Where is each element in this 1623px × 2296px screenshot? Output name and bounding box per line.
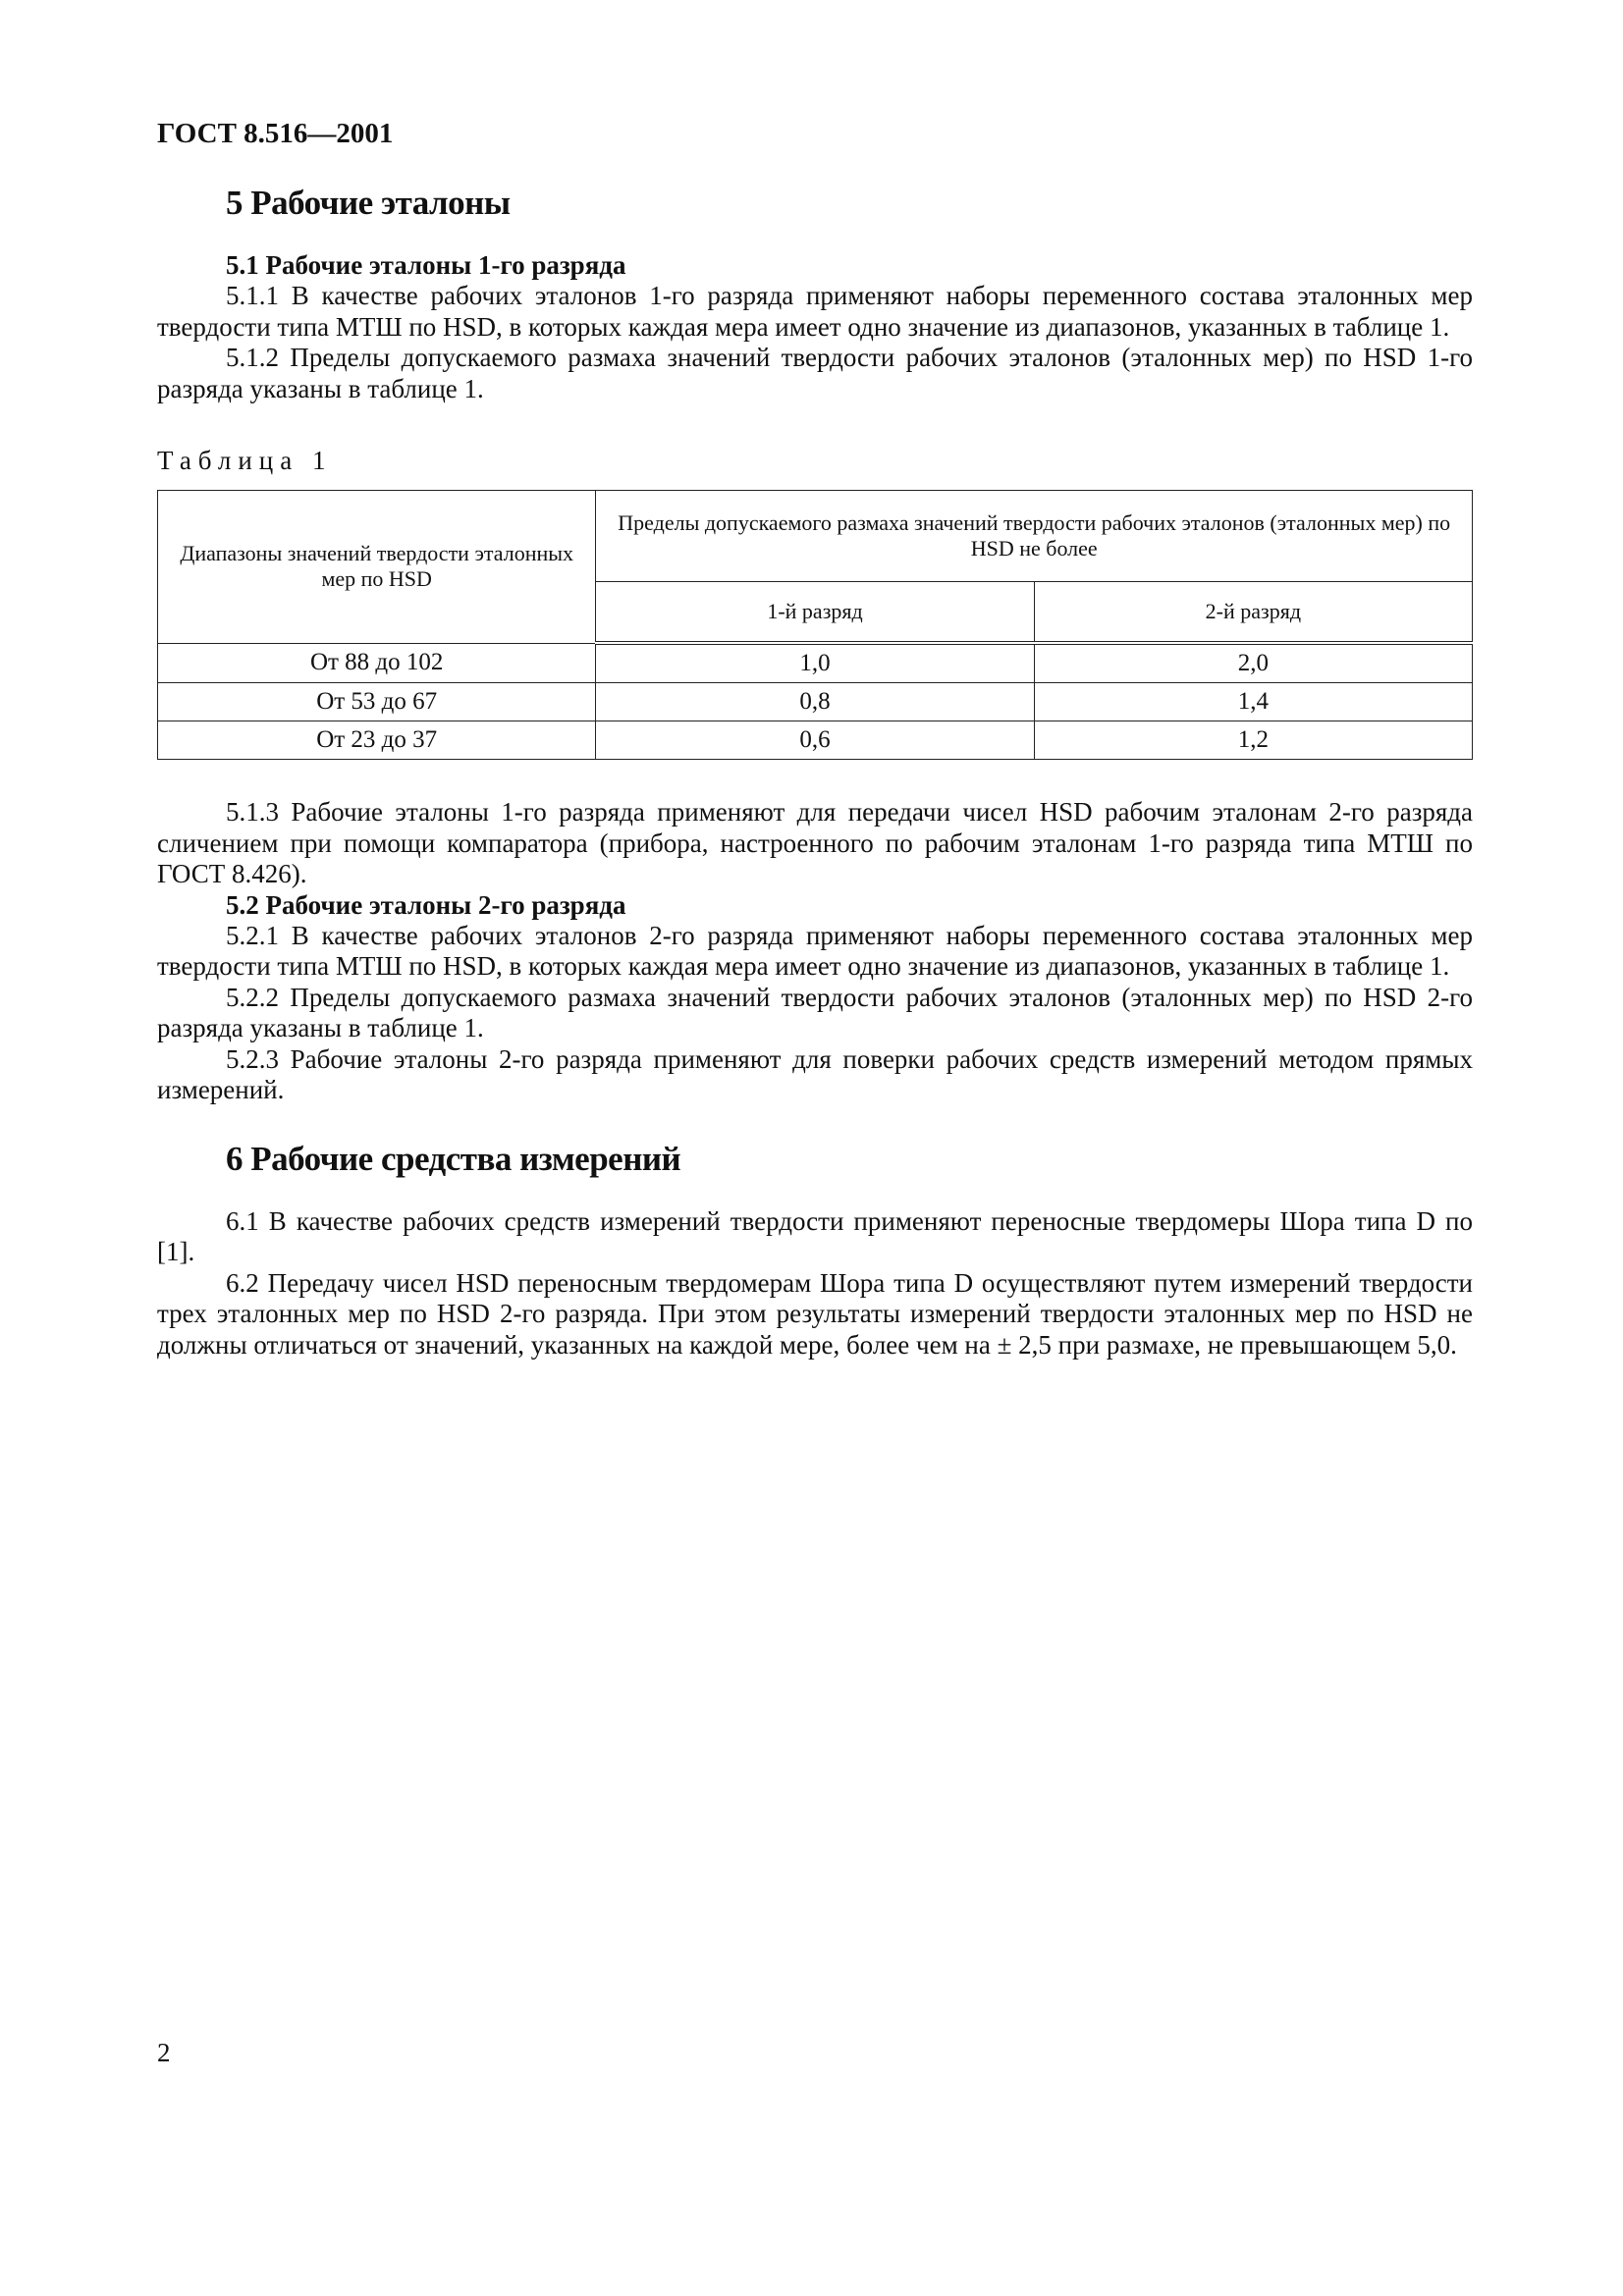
paragraph-6-2: 6.2 Передачу чисел HSD переносным твердомерам Шора типа D осуществляют путем измерений твердости трех эталонных мер по HSD 2-го разряда. При этом результаты измерений твердости эталонных мер по HSD не должны отличаться от значений, указанных на каждой мере, более чем на ± 2,5 при размахе, не превышающем 5,0. bbox=[157, 1267, 1473, 1360]
hardness-table bbox=[157, 490, 1473, 760]
document-code: ГОСТ 8.516—2001 bbox=[157, 118, 394, 149]
table-row bbox=[158, 683, 1473, 721]
table-row bbox=[158, 643, 1473, 683]
table-cell-range: От 23 до 37 bbox=[158, 721, 596, 760]
subsection-5-2-title: 5.2 Рабочие эталоны 2-го разряда bbox=[226, 889, 626, 920]
table-cell-first: 1,0 bbox=[596, 643, 1034, 683]
table-cell-second: 2,0 bbox=[1034, 643, 1472, 683]
table-caption: Таблица 1 bbox=[157, 446, 333, 475]
table-cell-second: 1,2 bbox=[1034, 721, 1472, 760]
subsection-5-1-title: 5.1 Рабочие эталоны 1-го разряда bbox=[226, 250, 626, 280]
section-6-title: 6 Рабочие средства измерений bbox=[226, 1139, 681, 1178]
paragraph-5-1-2: 5.1.2 Пределы допускаемого размаха значений твердости рабочих эталонов (эталонных мер) по HSD 1-го разряда указаны в таблице 1. bbox=[157, 343, 1473, 403]
table-header-group: Пределы допускаемого размаха значений твердости рабочих эталонов (эталонных мер) по HSD не более bbox=[596, 491, 1473, 582]
table-cell-range: От 53 до 67 bbox=[158, 683, 596, 721]
section-5-title: 5 Рабочие эталоны bbox=[226, 184, 511, 222]
table-cell-range: От 88 до 102 bbox=[158, 643, 596, 683]
page-number: 2 bbox=[157, 2038, 171, 2067]
table-row bbox=[158, 721, 1473, 760]
table-header-range: Диапазоны значений твердости эталонных мер по HSD bbox=[158, 491, 596, 644]
table-cell-second: 1,4 bbox=[1034, 683, 1472, 721]
paragraph-5-1-1: 5.1.1 В качестве рабочих эталонов 1-го разряда применяют наборы переменного состава эталонных мер твердости типа МТШ по HSD, в которых каждая мера имеет одно значение из диапазонов, указанных в таблице 1. bbox=[157, 281, 1473, 342]
document-page bbox=[157, 118, 1473, 1361]
paragraph-6-1: 6.1 В качестве рабочих средств измерений твердости применяют переносные твердомеры Шора типа D по [1]. bbox=[157, 1205, 1473, 1266]
table-cell-first: 0,6 bbox=[596, 721, 1034, 760]
paragraph-5-1-3: 5.1.3 Рабочие эталоны 1-го разряда применяют для передачи чисел HSD рабочим эталонам 2-го разряда сличением при помощи компаратора (прибора, настроенного по рабочим эталонам 1-го разряда типа МТШ по ГОСТ 8.426). bbox=[157, 797, 1473, 888]
paragraph-5-2-1: 5.2.1 В качестве рабочих эталонов 2-го разряда применяют наборы переменного состава эталонных мер твердости типа МТШ по HSD, в которых каждая мера имеет одно значение из диапазонов, указанных в таблице 1. bbox=[157, 920, 1473, 981]
paragraph-5-2-2: 5.2.2 Пределы допускаемого размаха значений твердости рабочих эталонов (эталонных мер) по HSD 2-го разряда указаны в таблице 1. bbox=[157, 982, 1473, 1042]
table-header-second-grade: 2-й разряд bbox=[1034, 582, 1472, 644]
table-header-first-grade: 1-й разряд bbox=[596, 582, 1034, 644]
table-cell-first: 0,8 bbox=[596, 683, 1034, 721]
paragraph-5-2-3: 5.2.3 Рабочие эталоны 2-го разряда применяют для поверки рабочих средств измерений методом прямых измерений. bbox=[157, 1043, 1473, 1104]
